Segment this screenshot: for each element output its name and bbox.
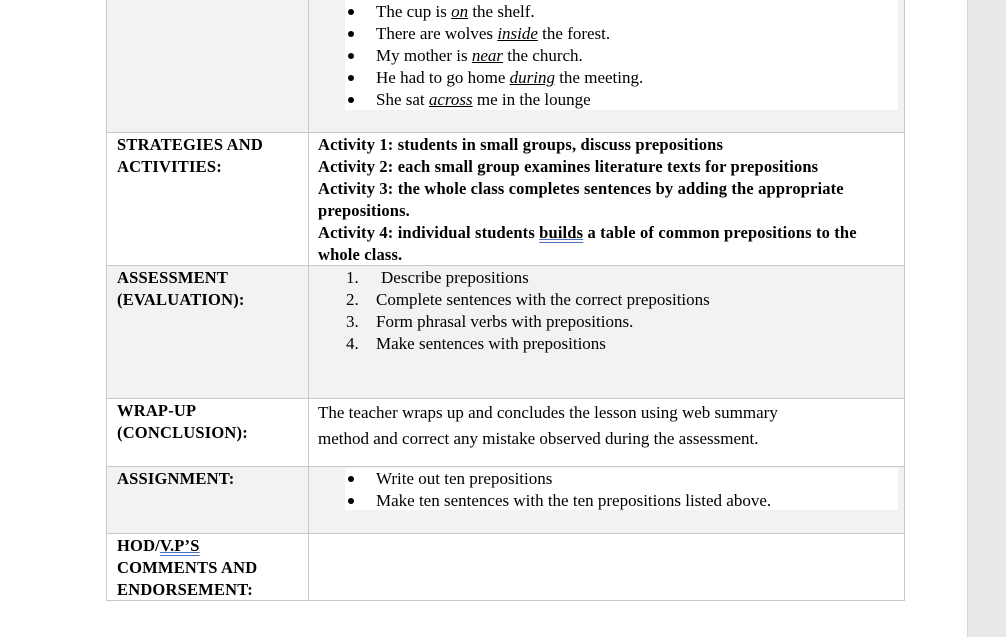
list-item: [346, 333, 710, 355]
list-item: [346, 267, 710, 289]
wrapup-text: The teacher wraps up and concludes the lesson using web summary: [318, 403, 778, 422]
assessment-cell: [346, 267, 710, 355]
hod-label-marked-word: V.P’S: [159, 536, 200, 555]
row-divider: [107, 533, 905, 534]
assessment-item: Form phrasal verbs with prepositions.: [376, 312, 634, 331]
list-item: [346, 1, 643, 23]
assessment-label-line: (EVALUATION):: [117, 290, 245, 309]
wrapup-text: method and correct any mistake observed during the assessment.: [318, 429, 759, 448]
hod-label-line: COMMENTS AND: [117, 558, 258, 577]
list-item: [346, 311, 710, 333]
activity-4: [318, 222, 896, 266]
example-preposition: during: [509, 68, 555, 87]
assessment-label-line: ASSESSMENT: [117, 268, 229, 287]
example-text: the forest.: [537, 24, 611, 43]
examples-cell: [346, 1, 643, 111]
assessment-label: [117, 267, 245, 311]
list-item: [346, 45, 643, 67]
list-number: 1.: [346, 268, 359, 287]
list-number: 3.: [346, 312, 359, 331]
activity-4-marked-word: builds: [539, 223, 584, 242]
examples-list: [346, 1, 643, 111]
list-item: [346, 89, 643, 111]
row-divider: [107, 398, 905, 399]
list-item: [346, 23, 643, 45]
example-text: The cup is: [376, 2, 452, 21]
example-text: the church.: [503, 46, 583, 65]
example-text: me in the lounge: [472, 90, 591, 109]
wrapup-label-line: WRAP-UP: [117, 401, 197, 420]
strategies-cell: [318, 134, 896, 266]
activity-4-text: a table of common prepositions to the whole class.: [318, 223, 857, 264]
table-right-border: [904, 0, 905, 601]
bullet-icon: [348, 97, 354, 103]
strategies-label: STRATEGIES AND ACTIVITIES:: [117, 135, 263, 176]
list-number: 4.: [346, 334, 359, 353]
bullet-icon: [348, 9, 354, 15]
assessment-item: Complete sentences with the correct prepositions: [376, 290, 710, 309]
wrapup-label: [117, 400, 248, 444]
bullet-icon: [348, 31, 354, 37]
table-left-border: [106, 0, 107, 601]
wrapup-cell: [318, 400, 778, 452]
example-preposition: near: [471, 46, 504, 65]
assessment-item: Describe prepositions: [381, 268, 529, 287]
example-text: He had to go home: [376, 68, 510, 87]
activity-4-text: Activity 4: individual students: [318, 223, 540, 242]
hod-comments-cell[interactable]: [318, 535, 896, 597]
document-side-pane: [968, 0, 1006, 637]
activity-3: Activity 3: the whole class completes sentences by adding the appropriate prepositions.: [318, 179, 844, 220]
example-text: the meeting.: [554, 68, 644, 87]
row-divider: [107, 132, 905, 133]
bullet-icon: [348, 75, 354, 81]
hod-label-prefix: HOD/: [117, 536, 160, 555]
assessment-list: [346, 267, 710, 355]
assignment-label: ASSIGNMENT:: [117, 469, 235, 488]
assignment-cell: [346, 468, 771, 512]
example-text: the shelf.: [468, 2, 535, 21]
hod-label: [117, 535, 257, 601]
example-preposition: across: [428, 90, 473, 109]
wrapup-label-line: (CONCLUSION):: [117, 423, 248, 442]
hod-label-line: [117, 535, 257, 557]
bullet-icon: [348, 476, 354, 482]
activity-2: Activity 2: each small group examines literature texts for prepositions: [318, 157, 819, 176]
list-item: [346, 490, 771, 512]
example-text: There are wolves: [376, 24, 498, 43]
example-preposition: on: [451, 2, 469, 21]
example-text: She sat: [376, 90, 429, 109]
bullet-icon: [348, 498, 354, 504]
bullet-icon: [348, 53, 354, 59]
hod-label-line: ENDORSEMENT:: [117, 580, 253, 599]
list-item: [346, 289, 710, 311]
row-divider: [107, 466, 905, 467]
assignment-list: [346, 468, 771, 512]
table-column-divider: [308, 0, 309, 601]
assignment-item: Write out ten prepositions: [376, 469, 553, 488]
assessment-item: Make sentences with prepositions: [376, 334, 606, 353]
assignment-item: Make ten sentences with the ten prepositions listed above.: [376, 491, 772, 510]
list-item: [346, 468, 771, 490]
list-item: [346, 67, 643, 89]
example-preposition: inside: [497, 24, 538, 43]
list-number: 2.: [346, 290, 359, 309]
example-text: My mother is: [376, 46, 472, 65]
activity-1: Activity 1: students in small groups, discuss prepositions: [318, 135, 724, 154]
